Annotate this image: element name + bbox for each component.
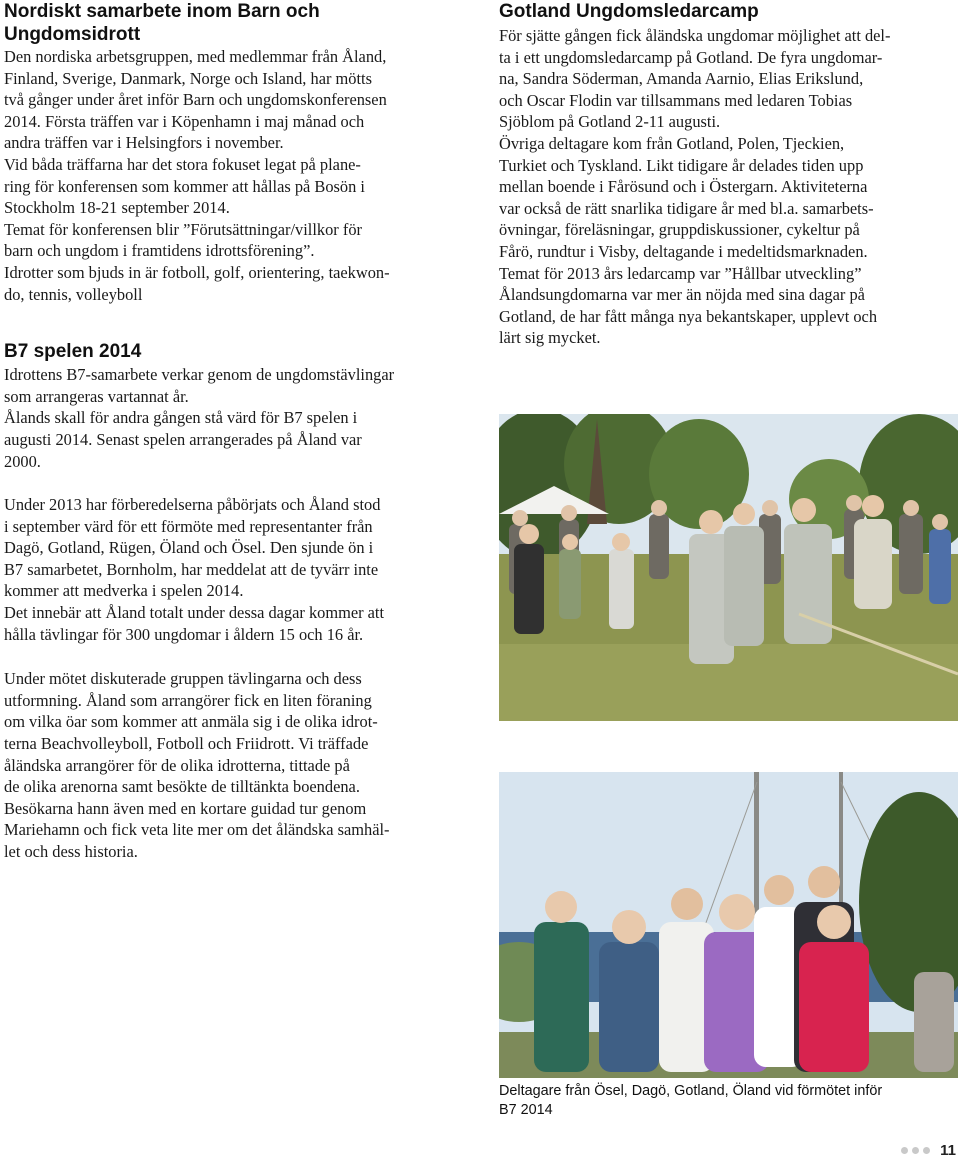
page-number: 11 — [940, 1141, 956, 1159]
right-column — [499, 0, 951, 349]
photo-caption: Deltagare från Ösel, Dagö, Gotland, Öland vid förmötet inför B7 2014 — [499, 1083, 883, 1118]
photo-medieval-camp — [499, 414, 958, 721]
paragraph-b7-preparations: Under 2013 har förberedelserna påbörjats och Åland stod i september värd för ett förmöte med representanter från Dagö, Gotland, Rügen, Öland och Ösel. Den sjunde ön i B7 samarbetet, Bornholm, har meddelat att de tyvärr inte kommer att medverka i spelen 2014. Det innebär att Åland totalt under dessa dagar kommer att hålla tävlingar för 300 ungdomar i åldern 15 och 16 år. — [4, 495, 385, 644]
heading-gotland-camp: Gotland Ungdomsledarcamp — [499, 1, 759, 22]
paragraph-gotland: För sjätte gången fick åländska ungdomar möjlighet att del- ta i ett ungdomsledarcamp på Gotland. De fyra ungdomar- na, Sandra Söderman, Amanda Aarnio, Elias Erikslund, och Oscar Flodin var tillsammans med ledaren Tobias Sjöblom på Gotland 2-11 augusti. Övriga deltagare kom från Gotland, Polen, Tjeckien, Turkiet och Tyskland. Likt tidigare år delades tiden upp mellan boende i Fårösund och i Östergarn. Aktiviteterna var också de rätt snarlika tidigare år med bl.a. samarbets- övningar, föreläsningar, gruppdiskussioner, cykeltur på Fårö, rundtur i Visby, deltagande i medeltidsmarknaden. Temat för 2013 års ledarcamp var ”Hållbar utveckling” Ålandsungdomarna var mer än nöjda med sina dagar på Gotland, de har fått många nya bekantskaper, upplevt och lärt sig mycket. — [499, 26, 891, 348]
page-footer — [901, 1141, 956, 1159]
heading-nordic-cooperation: Nordiskt samarbete inom Barn och Ungdomsidrott — [4, 1, 320, 45]
photo-group-harbour — [499, 772, 958, 1078]
heading-b7-games: B7 spelen 2014 — [4, 341, 142, 363]
paragraph-b7-meeting: Under mötet diskuterade gruppen tävlingarna och dess utformning. Åland som arrangörer fick en liten föraning om vilka öar som kommer att anmäla sig i de olika idrot- terna Beachvolleyboll, Fotboll och Friidrott. Vi träffade åländska arrangörer för de olika idrotterna, tittade på de olika arenorna samt besökte de tilltänkta boendena. Besökarna hann även med en kortare guidad tur genom Mariehamn och fick veta lite mer om det åländska samhäl- let och dess historia. — [4, 669, 390, 861]
paragraph-nordic: Den nordiska arbetsgruppen, med medlemmar från Åland, Finland, Sverige, Danmark, Norge och Island, har mötts två gånger under året inför Barn och ungdomskonferensen 2014. Första träffen var i Köpenhamn i maj månad och andra träffen var i Helsingfors i november. Vid båda träffarna har det stora fokuset legat på plane- ring för konferensen som kommer att hållas på Bosön i Stockholm 18-21 september 2014. Temat för konferensen blir ”Förutsättningar/villkor för barn och ungdom i framtidens idrottsförening”. Idrotter som bjuds in är fotboll, golf, orientering, taekwon- do, tennis, volleyboll — [4, 47, 390, 304]
photo-group-harbour-image — [499, 772, 958, 1078]
photo-medieval-camp-image — [499, 414, 958, 721]
footer-dot — [901, 1147, 908, 1154]
paragraph-b7-intro: Idrottens B7-samarbete verkar genom de ungdomstävlingar som arrangeras vartannat år. Ålands skall för andra gången stå värd för B7 spelen i augusti 2014. Senast spelen arrangerades på Åland var 2000. — [4, 365, 395, 471]
footer-dot — [912, 1147, 919, 1154]
footer-dot — [923, 1147, 930, 1154]
left-column — [4, 0, 466, 863]
